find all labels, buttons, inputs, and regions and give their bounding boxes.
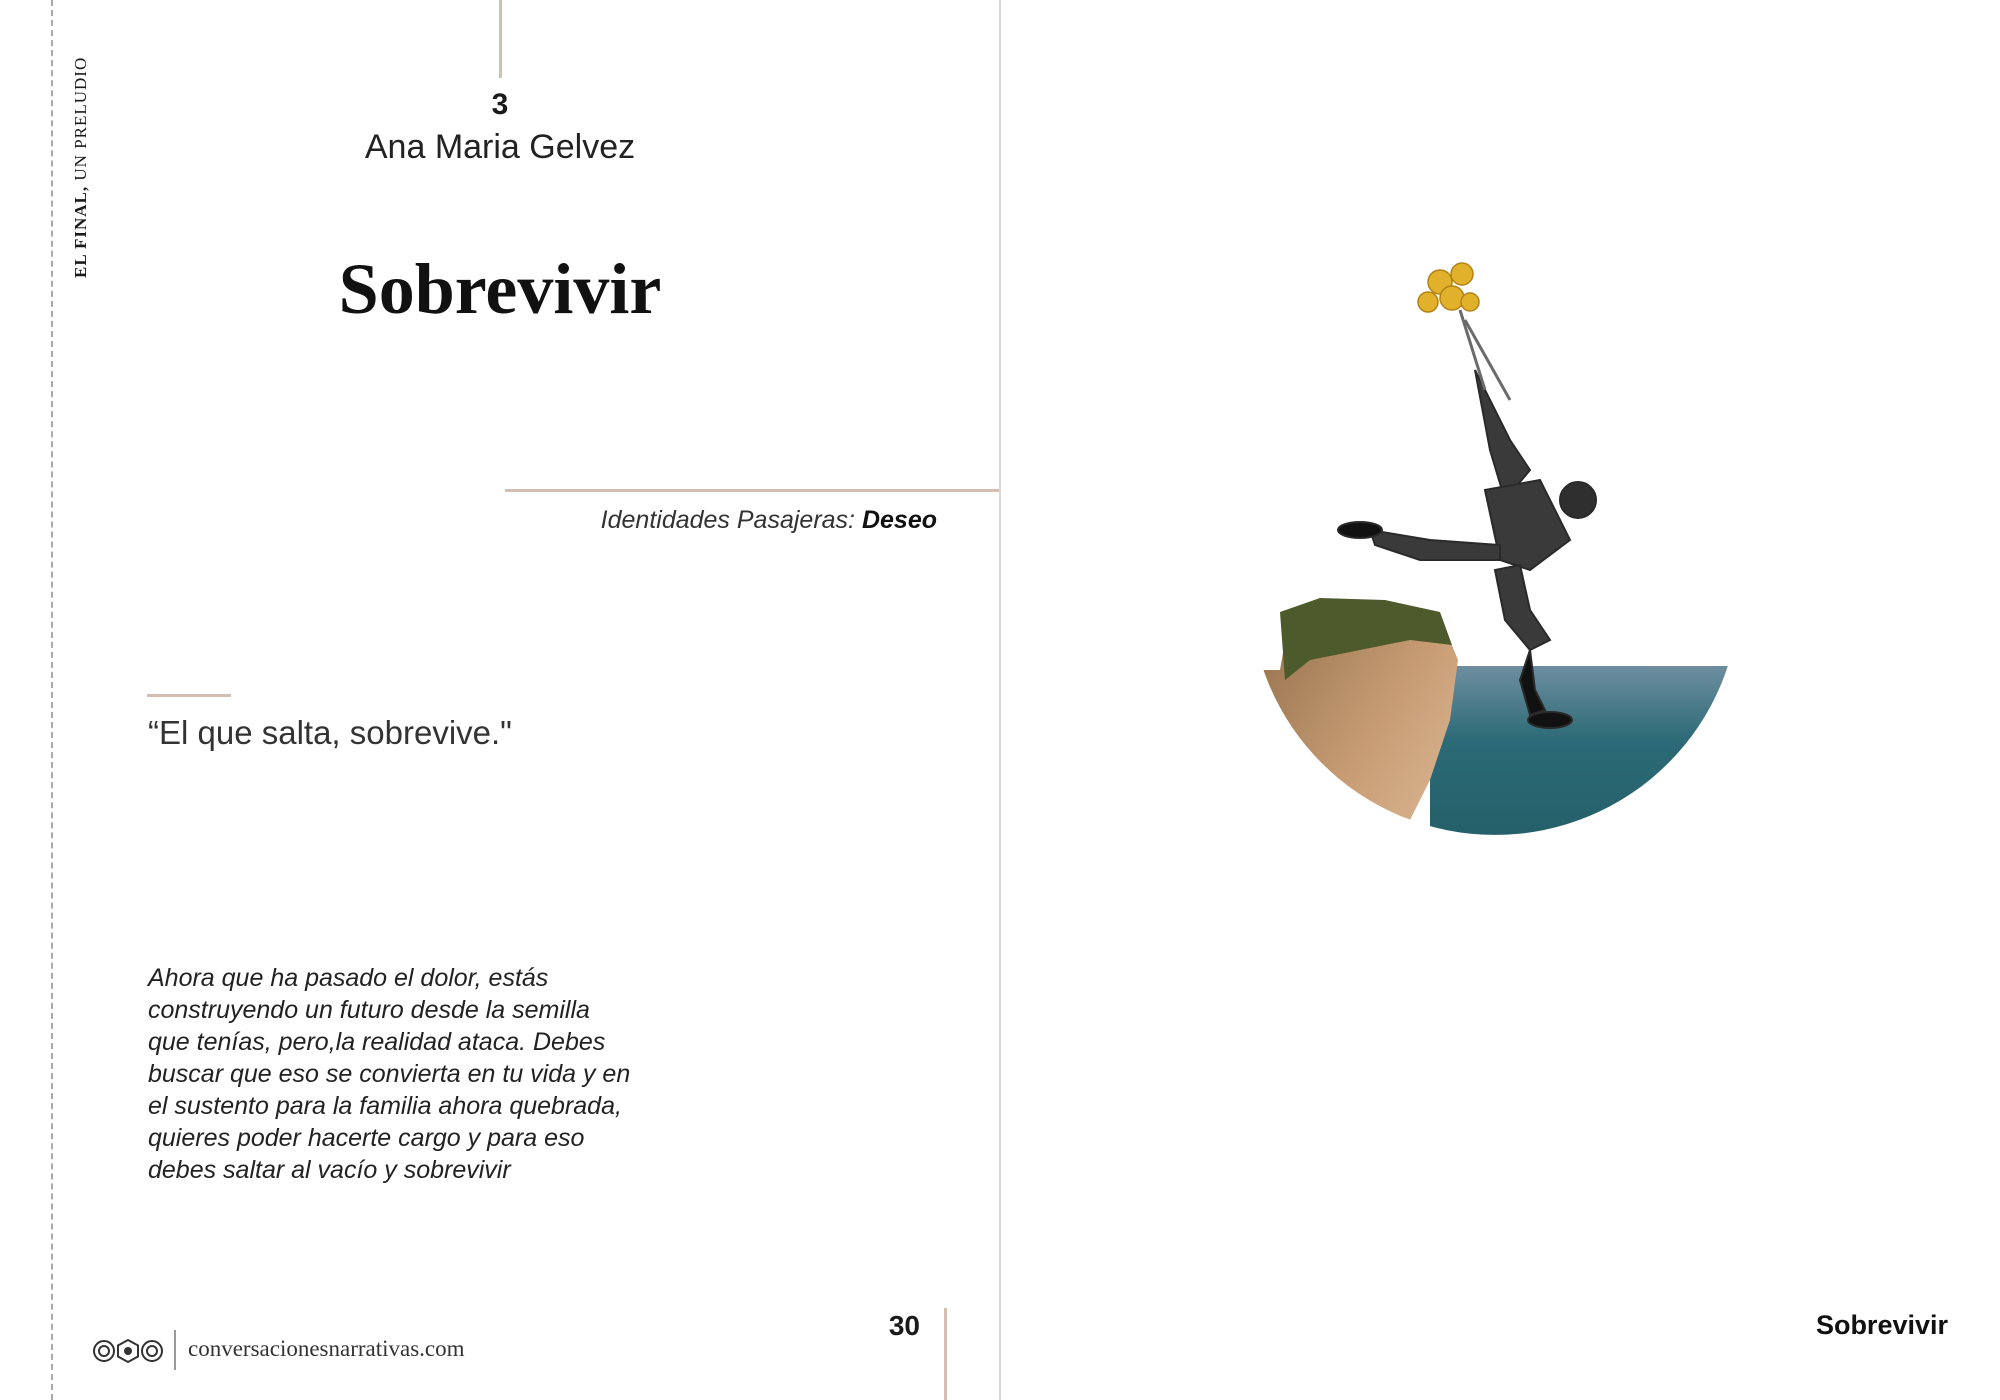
bottom-vertical-rule xyxy=(944,1308,947,1400)
chapter-number: 3 xyxy=(491,88,509,121)
top-vertical-rule xyxy=(499,0,502,78)
series-divider-rule xyxy=(505,489,999,492)
margin-title-bold: EL FINAL, xyxy=(71,185,90,278)
margin-title-rest: UN PRELUDIO xyxy=(71,56,90,186)
vertical-margin-title xyxy=(68,18,94,278)
page-number: 30 xyxy=(888,1310,920,1341)
body-line: construyendo un futuro desde la semilla xyxy=(148,996,590,1024)
website-link[interactable]: conversacionesnarrativas.com xyxy=(188,1336,465,1361)
body-line: que tenías, pero,la realidad ataca. Debes xyxy=(148,1028,606,1056)
body-line: quieres poder hacerte cargo y para eso xyxy=(148,1124,585,1152)
body-line: Ahora que ha pasado el dolor, estás xyxy=(148,964,549,992)
quote-accent-rule xyxy=(147,694,231,697)
chapter-title: Sobrevivir xyxy=(338,249,662,329)
author-name: Ana Maria Gelvez xyxy=(364,128,636,166)
series-line xyxy=(437,506,937,535)
body-line: buscar que eso se convierta en tu vida y en xyxy=(148,1060,631,1088)
series-value: Deseo xyxy=(861,506,937,534)
body-line: el sustento para la familia ahora quebrada, xyxy=(148,1092,622,1120)
body-line: debes saltar al vacío y sobrevivir xyxy=(148,1156,511,1184)
creative-commons-icon xyxy=(92,1338,164,1364)
epigraph-quote: “El que salta, sobrevive." xyxy=(148,714,512,751)
man-jumping-off-cliff-collage xyxy=(1200,240,1760,970)
body-paragraph xyxy=(148,962,668,1186)
series-label: Identidades Pasajeras: xyxy=(600,506,855,534)
running-head: Sobrevivir xyxy=(1815,1310,1948,1340)
flower-bouquet xyxy=(1418,263,1510,400)
dashed-margin-line xyxy=(51,0,53,1400)
footer-separator xyxy=(174,1330,176,1370)
